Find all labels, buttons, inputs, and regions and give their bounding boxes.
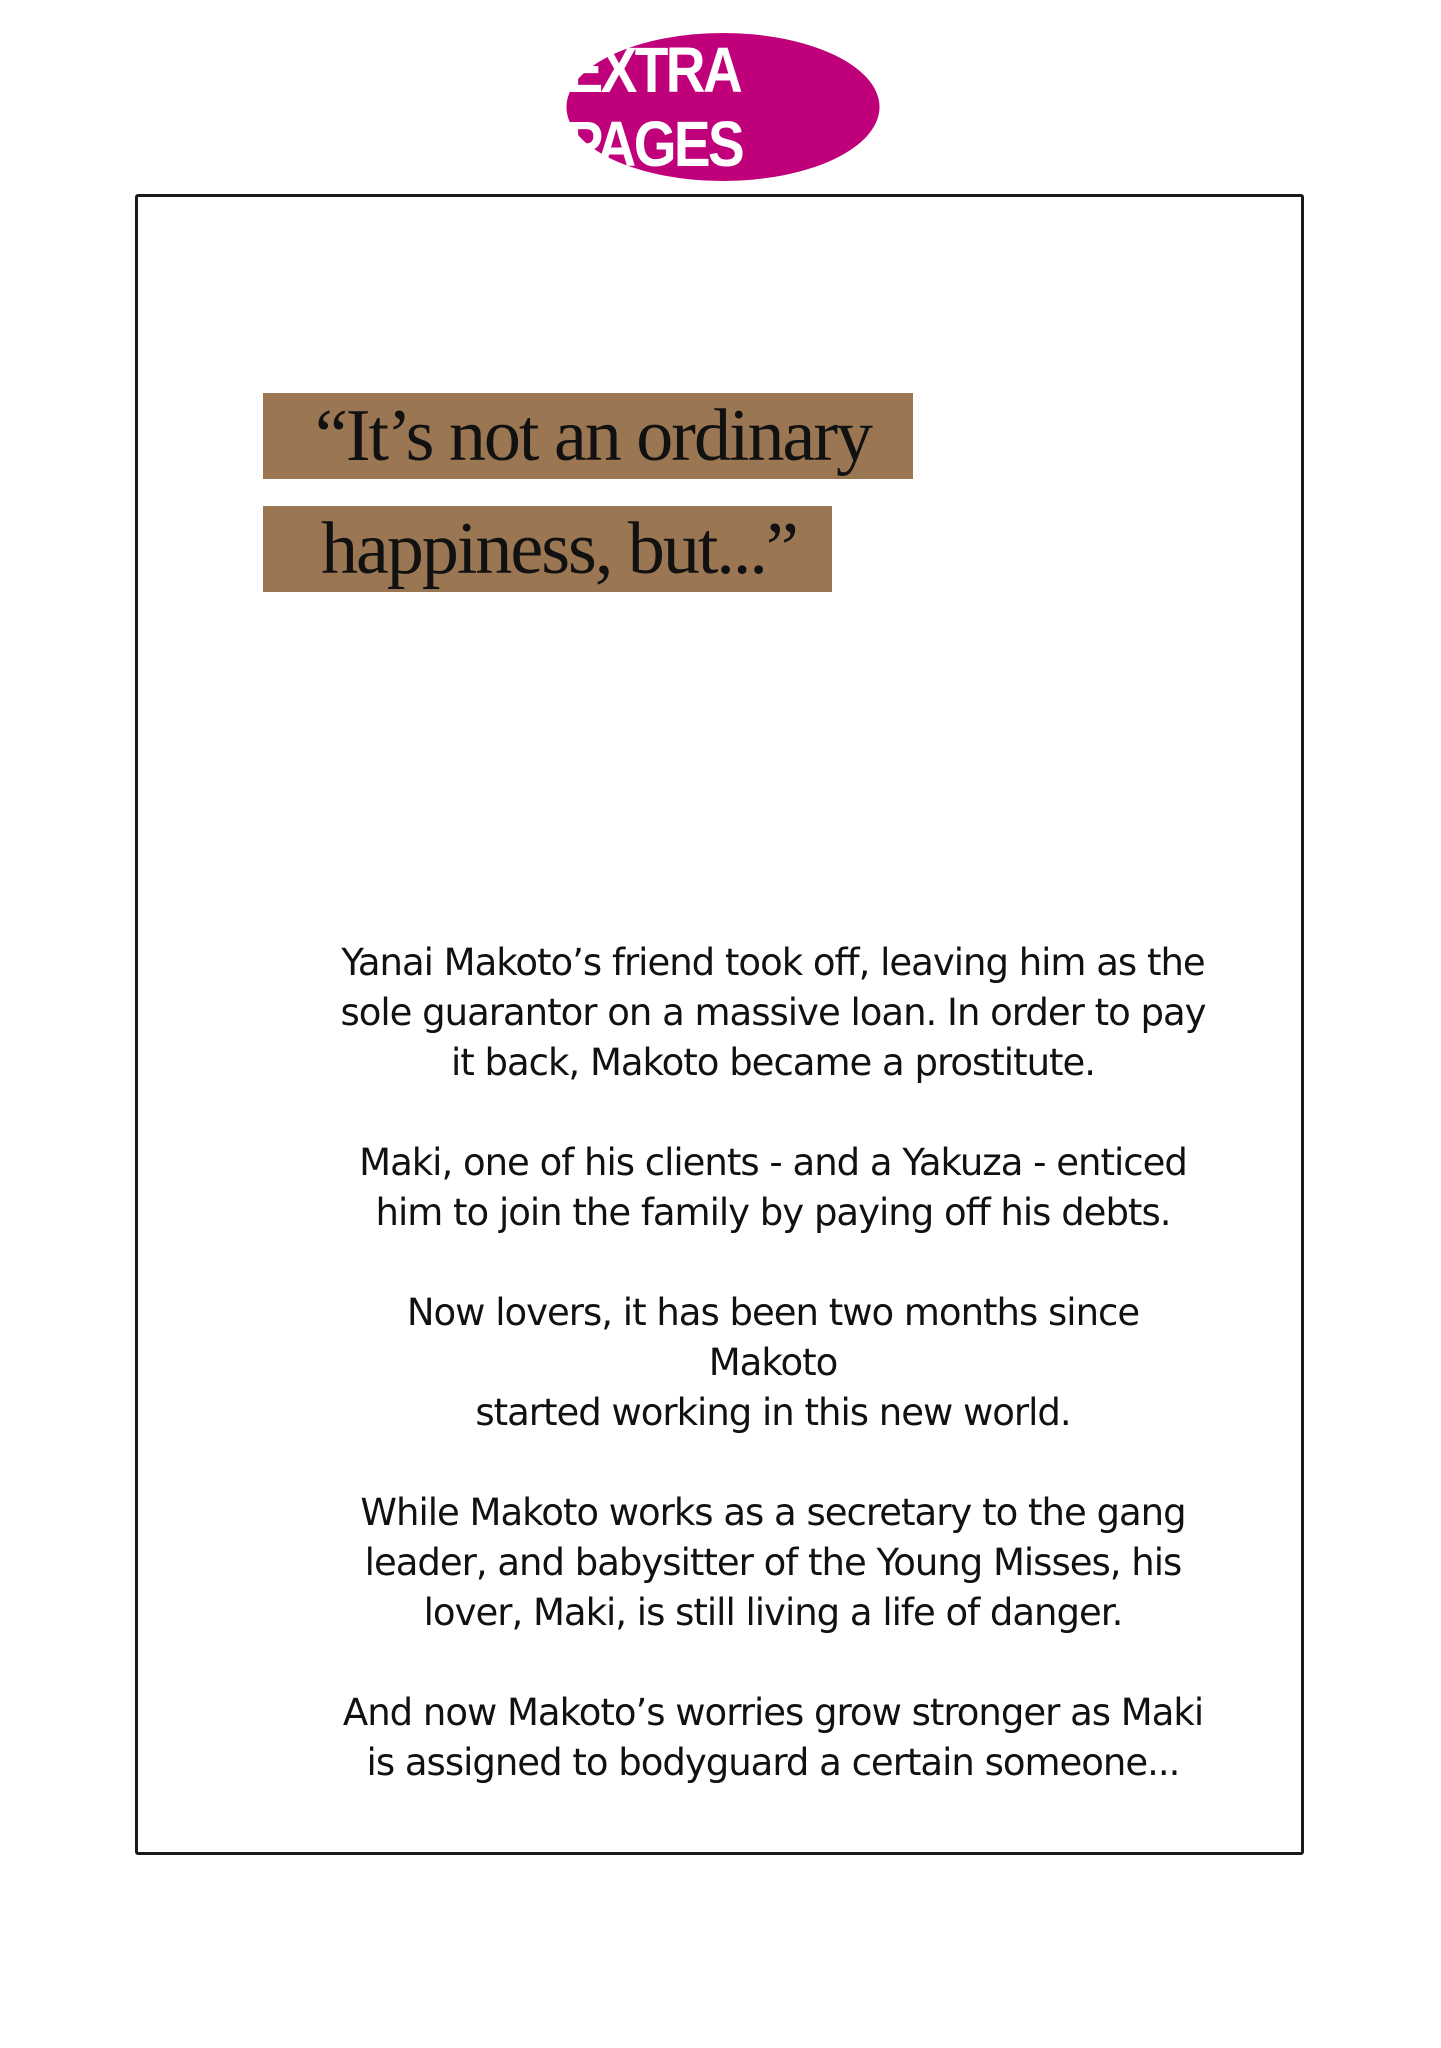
summary-paragraph: [340, 1688, 1206, 1788]
summary-line: lover, Maki, is still living a life of danger.: [423, 1591, 1123, 1634]
summary-paragraph: [340, 938, 1206, 1088]
summary-line: Yanai Makoto’s friend took off, leaving him as the: [341, 941, 1205, 984]
summary-paragraph: [340, 1138, 1206, 1238]
summary-line: And now Makoto’s worries grow stronger as Maki: [342, 1691, 1204, 1734]
extra-pages-label: EXTRA PAGES: [566, 34, 743, 180]
summary-line: is assigned to bodyguard a certain someone...: [366, 1741, 1180, 1784]
summary-line: it back, Makoto became a prostitute.: [450, 1041, 1096, 1084]
quote-text-line-1: “It’s not an ordinary: [315, 394, 871, 477]
story-summary: [340, 938, 1206, 1838]
summary-line: While Makoto works as a secretary to the gang: [360, 1491, 1186, 1534]
summary-line: started working in this new world.: [475, 1391, 1071, 1434]
summary-paragraph: [340, 1488, 1206, 1638]
summary-line: sole guarantor on a massive loan. In order to pay: [340, 991, 1206, 1034]
summary-line: Now lovers, it has been two months since Makoto: [406, 1291, 1140, 1384]
quote-text-line-2: happiness, but...”: [321, 507, 797, 590]
quote-band-line-2: [263, 506, 832, 592]
extra-pages-badge: [566, 33, 879, 181]
quote-band-line-1: [263, 393, 913, 479]
summary-line: leader, and babysitter of the Young Misses, his: [364, 1541, 1182, 1584]
summary-line: Maki, one of his clients - and a Yakuza - enticed: [359, 1141, 1187, 1184]
summary-paragraph: [340, 1288, 1206, 1438]
summary-line: him to join the family by paying off his debts.: [375, 1191, 1171, 1234]
